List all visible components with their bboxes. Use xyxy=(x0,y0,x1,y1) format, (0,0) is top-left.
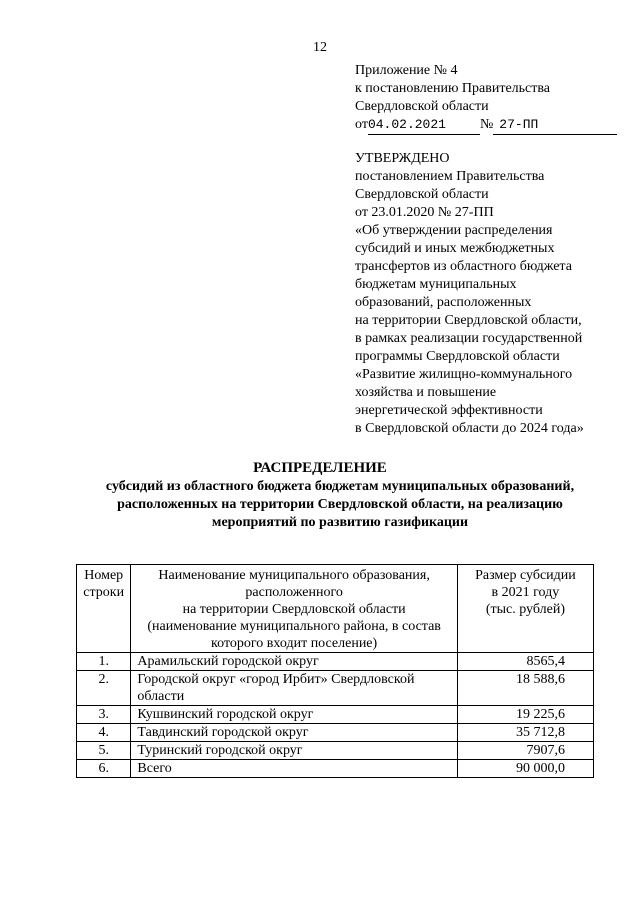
approved-line: постановлением Правительства xyxy=(355,169,545,184)
header-amount-line: Размер субсидии xyxy=(475,568,576,583)
row-amount: 8565,4 xyxy=(457,653,593,671)
appendix-date-line xyxy=(355,116,615,135)
number-label: № xyxy=(479,117,494,132)
row-amount: 18 588,6 xyxy=(457,671,593,706)
row-number: 3. xyxy=(77,706,131,724)
header-name-line: Наименование муниципального образования, xyxy=(158,568,430,583)
approved-line: в Свердловской области до 2024 года» xyxy=(355,421,584,436)
table-row xyxy=(77,724,594,742)
appendix-line-3: Свердловской области xyxy=(355,99,489,114)
table-row xyxy=(77,653,594,671)
approved-line: «Об утверждении распределения xyxy=(355,223,553,238)
row-number: 5. xyxy=(77,742,131,760)
table-row xyxy=(77,760,594,778)
appendix-block xyxy=(355,62,615,135)
row-number: 2. xyxy=(77,671,131,706)
table-row xyxy=(77,742,594,760)
approved-line: программы Свердловской области xyxy=(355,349,560,364)
row-name: Всего xyxy=(131,760,457,778)
header-name-line: (наименование муниципального района, в состав xyxy=(147,619,441,634)
approved-block xyxy=(355,150,617,438)
subtitle-line: субсидий из областного бюджета бюджетам муниципальных образований, xyxy=(105,479,575,494)
row-number: 6. xyxy=(77,760,131,778)
approved-line: от 23.01.2020 № 27-ПП xyxy=(355,205,494,220)
header-number-line: Номер xyxy=(84,568,124,583)
header-number-line: строки xyxy=(83,585,125,600)
appendix-line-2: к постановлению Правительства xyxy=(355,81,551,96)
header-name-line: которого входит поселение) xyxy=(211,636,378,651)
header-amount xyxy=(457,565,593,653)
row-name: Арамильский городской округ xyxy=(131,653,457,671)
header-name-line: расположенного xyxy=(245,585,343,600)
from-label: от xyxy=(355,117,368,132)
document-title: РАСПРЕДЕЛЕНИЕ xyxy=(253,460,387,476)
row-amount: 7907,6 xyxy=(457,742,593,760)
table-header-row xyxy=(77,565,594,653)
header-amount-line: (тыс. рублей) xyxy=(485,602,565,617)
row-amount: 19 225,6 xyxy=(457,706,593,724)
approved-line: бюджетам муниципальных xyxy=(355,277,517,292)
appendix-date: 04.02.2021 xyxy=(368,116,480,135)
row-amount: 35 712,8 xyxy=(457,724,593,742)
row-amount: 90 000,0 xyxy=(457,760,593,778)
appendix-number: 27-ПП xyxy=(493,116,617,135)
approved-line: энергетической эффективности xyxy=(355,403,543,418)
approved-heading: УТВЕРЖДЕНО xyxy=(355,151,450,166)
subtitle-line: расположенных на территории Свердловской области, на реализацию xyxy=(117,497,563,512)
header-name xyxy=(131,565,457,653)
row-name: Туринский городской округ xyxy=(131,742,457,760)
table-row xyxy=(77,706,594,724)
row-name: Кушвинский городской округ xyxy=(131,706,457,724)
page-number: 12 xyxy=(313,40,327,55)
approved-line: на территории Свердловской области, xyxy=(355,313,582,328)
subtitle-line: мероприятий по развитию газификации xyxy=(211,515,469,530)
row-number: 4. xyxy=(77,724,131,742)
approved-line: субсидий и иных межбюджетных xyxy=(355,241,555,256)
approved-line: трансфертов из областного бюджета xyxy=(355,259,572,274)
header-name-line: на территории Свердловской области xyxy=(182,602,406,617)
table-row xyxy=(77,671,594,706)
approved-line: «Развитие жилищно-коммунального xyxy=(355,367,573,382)
document-subtitle xyxy=(80,478,600,532)
row-number: 1. xyxy=(77,653,131,671)
subsidy-table xyxy=(76,564,594,778)
approved-line: образований, расположенных xyxy=(355,295,532,310)
row-name: Городской округ «город Ирбит» Свердловской области xyxy=(131,671,457,706)
approved-line: Свердловской области xyxy=(355,187,489,202)
approved-line: в рамках реализации государственной xyxy=(355,331,583,346)
approved-line: хозяйства и повышение xyxy=(355,385,497,400)
header-amount-line: в 2021 году xyxy=(491,585,560,600)
row-name: Тавдинский городской округ xyxy=(131,724,457,742)
header-number xyxy=(77,565,131,653)
appendix-line-1: Приложение № 4 xyxy=(355,63,458,78)
